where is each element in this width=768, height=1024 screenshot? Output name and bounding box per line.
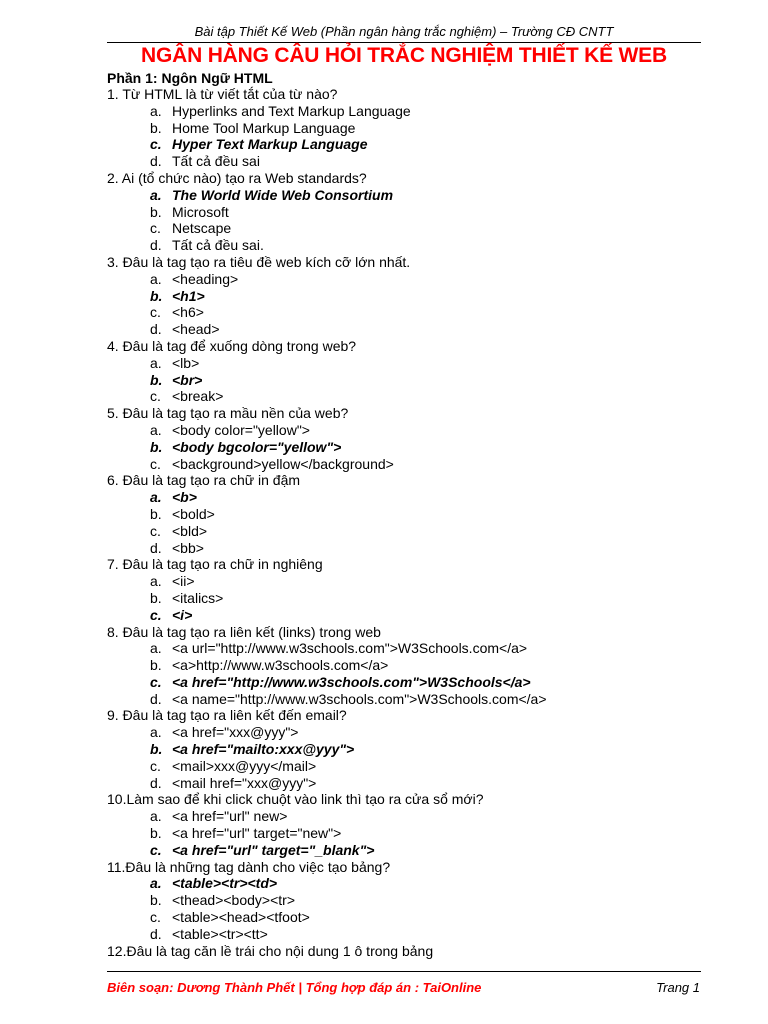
header-divider	[107, 42, 701, 43]
option-text: <table><tr><td>	[172, 875, 278, 892]
option-text: <br>	[172, 371, 203, 388]
question-text: 7. Đâu là tag tạo ra chữ in nghiêng	[107, 556, 323, 573]
answer-option	[107, 825, 707, 842]
option-text: <heading>	[172, 270, 239, 287]
answer-option	[107, 775, 707, 792]
option-text: Tất cả đều sai	[172, 153, 260, 170]
option-text: <mail>xxx@yyy</mail>	[172, 757, 317, 774]
option-text: <a>http://www.w3schools.com</a>	[172, 657, 389, 674]
option-text: Microsoft	[172, 203, 229, 220]
option-letter: b.	[150, 825, 162, 842]
option-text: <i>	[172, 606, 193, 623]
option-text: <table><tr><tt>	[172, 925, 268, 942]
option-text: <b>	[172, 489, 197, 506]
answer-option	[107, 758, 707, 775]
answer-option	[107, 136, 707, 153]
option-text: Home Tool Markup Language	[172, 119, 356, 136]
option-text: <background>yellow</background>	[172, 455, 394, 472]
option-letter: a.	[150, 724, 162, 741]
section-title: Phần 1: Ngôn Ngữ HTML	[107, 70, 273, 86]
option-letter: a.	[150, 573, 162, 590]
option-text: <mail href="xxx@yyy">	[172, 774, 317, 791]
answer-option	[107, 103, 707, 120]
option-letter: c.	[150, 388, 161, 405]
option-letter: b.	[150, 371, 163, 388]
answer-option	[107, 523, 707, 540]
option-text: Tất cả đều sai.	[172, 237, 264, 254]
option-letter: a.	[150, 875, 162, 892]
option-text: <italics>	[172, 589, 224, 606]
question-text: 6. Đâu là tag tạo ra chữ in đậm	[107, 472, 301, 489]
answer-option	[107, 304, 707, 321]
option-letter: a.	[150, 489, 162, 506]
option-letter: b.	[150, 438, 163, 455]
option-letter: a.	[150, 354, 162, 371]
option-letter: d.	[150, 925, 162, 942]
question-text: 5. Đâu là tag tạo ra mầu nền của web?	[107, 405, 349, 422]
question-text: 2. Ai (tổ chức nào) tạo ra Web standards?	[107, 169, 367, 186]
option-letter: c.	[150, 909, 161, 926]
answer-option	[107, 456, 707, 473]
option-text: <h1>	[172, 287, 205, 304]
option-text: <lb>	[172, 354, 200, 371]
option-text: <head>	[172, 321, 220, 338]
option-text: <a href="url" target="new">	[172, 825, 342, 842]
option-letter: b.	[150, 589, 162, 606]
answer-option	[107, 875, 707, 892]
option-text: Hyper Text Markup Language	[172, 136, 368, 153]
option-letter: b.	[150, 892, 162, 909]
option-text: <a href="mailto:xxx@yyy">	[172, 741, 355, 758]
answer-option	[107, 842, 707, 859]
option-letter: b.	[150, 119, 162, 136]
answer-option	[107, 540, 707, 557]
document-header-subtitle: Bài tập Thiết Kế Web (Phần ngân hàng trắc nghiệm) – Trường CĐ CNTT	[194, 24, 614, 39]
option-text: <a name="http://www.w3schools.com">W3Schools.com</a>	[172, 690, 547, 707]
option-letter: c.	[150, 841, 162, 858]
answer-option	[107, 674, 707, 691]
question-text: 9. Đâu là tag tạo ra liên kết đến email?	[107, 707, 347, 724]
footer-credit: Biên soạn: Dương Thành Phết | Tổng hợp đáp án : TaiOnline	[107, 980, 482, 995]
option-letter: b.	[150, 741, 163, 758]
answer-option	[107, 288, 707, 305]
option-text: <thead><body><tr>	[172, 892, 295, 909]
option-text: <h6>	[172, 304, 204, 321]
answer-option	[107, 204, 707, 221]
answer-option	[107, 489, 707, 506]
option-text: The World Wide Web Consortium	[172, 186, 394, 203]
answer-option	[107, 691, 707, 708]
question-text: 1. Từ HTML là từ viết tắt của từ nào?	[107, 86, 338, 102]
question-text: 10.Làm sao để khi click chuột vào link thì tạo ra cửa sổ mới?	[107, 791, 484, 808]
answer-option	[107, 120, 707, 137]
answer-option	[107, 741, 707, 758]
option-text: <bld>	[172, 522, 208, 539]
answer-option	[107, 355, 707, 372]
option-text: <break>	[172, 388, 224, 405]
option-letter: c.	[150, 757, 161, 774]
answer-option	[107, 271, 707, 288]
answer-option	[107, 892, 707, 909]
answer-option	[107, 220, 707, 237]
answer-option	[107, 657, 707, 674]
page-number: Trang 1	[656, 980, 700, 995]
option-letter: a.	[150, 186, 162, 203]
option-letter: d.	[150, 690, 162, 707]
option-letter: b.	[150, 203, 162, 220]
question-text: 8. Đâu là tag tạo ra liên kết (links) trong web	[107, 623, 381, 640]
option-letter: d.	[150, 774, 162, 791]
option-text: <bb>	[172, 539, 204, 556]
option-text: <a href="xxx@yyy">	[172, 724, 299, 741]
answer-option	[107, 237, 707, 254]
option-letter: c.	[150, 455, 161, 472]
answer-option	[107, 388, 707, 405]
question-text: 3. Đâu là tag tạo ra tiêu đề web kích cỡ lớn nhất.	[107, 253, 411, 270]
option-text: <ii>	[172, 573, 195, 590]
option-letter: c.	[150, 673, 162, 690]
answer-option	[107, 573, 707, 590]
answer-option	[107, 153, 707, 170]
option-letter: c.	[150, 220, 161, 237]
option-letter: c.	[150, 522, 161, 539]
option-letter: c.	[150, 304, 161, 321]
option-text: <a href="http://www.w3schools.com">W3Schools</a>	[172, 673, 531, 690]
option-letter: a.	[150, 270, 162, 287]
answer-option	[107, 724, 707, 741]
option-letter: d.	[150, 153, 162, 170]
option-letter: a.	[150, 808, 162, 825]
document-title: NGÂN HÀNG CÂU HỎI TRẮC NGHIỆM THIẾT KẾ WEB	[141, 44, 667, 67]
option-text: Hyperlinks and Text Markup Language	[172, 102, 411, 119]
answer-option	[107, 607, 707, 624]
answer-option	[107, 422, 707, 439]
answer-option	[107, 909, 707, 926]
answer-option	[107, 321, 707, 338]
answer-option	[107, 372, 707, 389]
option-text: <body bgcolor="yellow">	[172, 438, 342, 455]
option-letter: d.	[150, 237, 162, 254]
option-letter: c.	[150, 136, 162, 153]
answer-option	[107, 506, 707, 523]
answer-option	[107, 590, 707, 607]
question-text: 11.Đâu là những tag dành cho việc tạo bảng?	[107, 858, 391, 875]
answer-option	[107, 808, 707, 825]
option-text: Netscape	[172, 220, 232, 237]
option-text: <table><head><tfoot>	[172, 909, 310, 926]
question-text: 12.Đâu là tag căn lề trái cho nội dung 1 ô trong bảng	[107, 942, 434, 959]
option-text: <body color="yellow">	[172, 421, 310, 438]
answer-option	[107, 640, 707, 657]
footer-divider	[107, 971, 701, 972]
option-text: <bold>	[172, 505, 215, 522]
option-text: <a href="url" target="_blank">	[172, 841, 375, 858]
answer-option	[107, 187, 707, 204]
answer-option	[107, 439, 707, 456]
option-letter: b.	[150, 657, 162, 674]
option-letter: d.	[150, 321, 162, 338]
option-letter: d.	[150, 539, 162, 556]
answer-option	[107, 926, 707, 943]
question-text: 4. Đâu là tag để xuống dòng trong web?	[107, 337, 357, 354]
option-letter: a.	[150, 421, 162, 438]
question-list	[107, 86, 707, 959]
option-letter: a.	[150, 102, 162, 119]
option-text: <a href="url" new>	[172, 808, 288, 825]
option-letter: b.	[150, 505, 162, 522]
option-letter: b.	[150, 287, 163, 304]
option-letter: c.	[150, 606, 162, 623]
option-letter: a.	[150, 640, 162, 657]
option-text: <a url="http://www.w3schools.com">W3Schools.com</a>	[172, 640, 528, 657]
